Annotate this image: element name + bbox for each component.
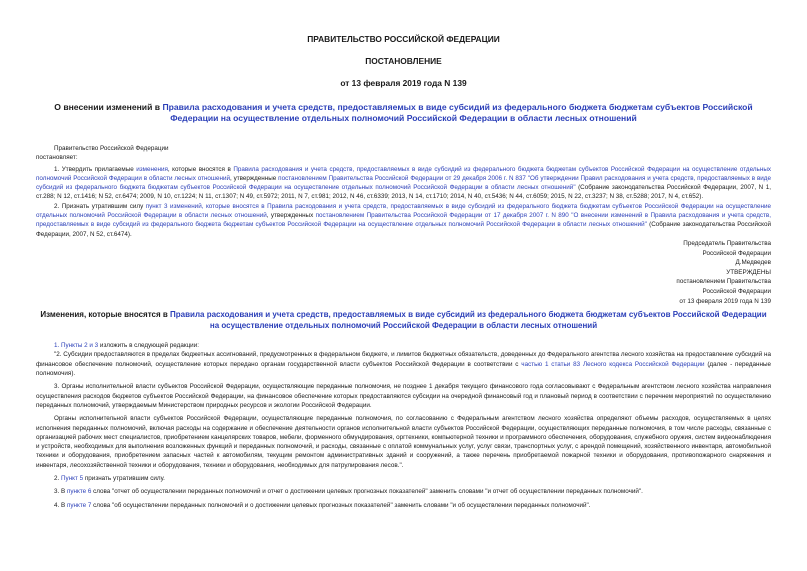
document-title bbox=[36, 102, 771, 124]
changes-title-rules-link[interactable]: Правила расходования и учета средств, предоставляемых в виде субсидий из федерального бюджета бюджетам субъектов Российской Федерации на осуществление отдельных полномочий Российской Федерации в области лесных отношений bbox=[170, 310, 767, 330]
title-rules-link[interactable]: Правила расходования и учета средств, предоставляемых в виде субсидий из федерального бюджета бюджетам субъектов Российской Федерации на осуществление отдельных полномочий Российской Федерации в области лесных отношений bbox=[162, 102, 753, 123]
title-prefix: О внесении изменений в bbox=[54, 102, 163, 112]
p2-text-a: 2. Признать утратившим силу bbox=[54, 202, 146, 210]
signature-role-1: Председатель Правительства bbox=[683, 239, 771, 247]
change-1 bbox=[36, 341, 771, 350]
p1-changes-link[interactable]: изменения bbox=[136, 165, 168, 173]
point-5-link[interactable]: Пункт 5 bbox=[61, 474, 84, 482]
p1-text-d: (Собрание законодательства Российской Федерации, 2007, N 1, ст.288; N 12, ст.1416; N 52, ст.6474; 2009, N 10, ст.1224; N 11, ст.1307; N 49, ст.5972; 2011, N 7, ст.981; 2012, N 46, ст.6339; 2013, N 14, ст.1710; 2014, N 40, ст.5436; N 44, ст.6059; 2015, N 22, ст.3237; N 38, ст.5288; 2017, N 4, ст.652). bbox=[36, 184, 772, 201]
document bbox=[36, 0, 771, 510]
approved-by: постановлением Правительства bbox=[676, 278, 771, 286]
point-7-link[interactable]: пункте 7 bbox=[66, 501, 92, 509]
approved-rf: Российской Федерации bbox=[702, 287, 771, 295]
changes-title bbox=[36, 310, 771, 331]
signature-block bbox=[36, 239, 771, 306]
p1-decree-837-link[interactable]: постановлением Правительства Российской Федерации от 29 декабря 2006 г. N 837 "Об утверждении Правил расходования и учета средств, предоставляемых в виде субсидий из федерального бюджета бюджетам субъектов Российской Федерации на осуществление отдельных полномочий Российской Федерации в области лесных отношений" bbox=[36, 174, 771, 192]
change-1-text: изложить в следующей редакции: bbox=[98, 342, 199, 350]
p1-rules-link[interactable]: Правила расходования и учета средств, предоставляемых в виде субсидий из федерального бюджета бюджетам субъектов Российской Федерации на осуществление отдельных полномочий Российской Федерации в области лесных отношений bbox=[36, 165, 771, 182]
paragraph-1 bbox=[36, 165, 771, 202]
p2-decree-890-link[interactable]: постановлением Правительства Российской Федерации от 17 декабря 2007 г. N 890 "О внесении изменений в Правила расходования и учета средств, предоставляемых в виде субсидий из федерального бюджета бюджетам субъектов Российской Федерации на осуществление отдельных полномочий Российской Федерации в области лесных отношений" bbox=[36, 212, 772, 229]
approved-date: от 13 февраля 2019 года N 139 bbox=[679, 297, 771, 305]
new-point-3-second: Органы исполнительной власти субъектов Российской Федерации, осуществляющие переданные полномочия, по согласованию с Федеральным агентством лесного хозяйства определяют объемы расходов, осуществляемых в целях исполнения переданных полномочий, включая расходы на содержание и обеспечение деятельности органов исполнительной власти субъектов Российской Федерации, осуществляющих переданные полномочия, в том числе расходы, связанные с организацией рабочих мест специалистов, приобретением канцелярских товаров, мебели, форменного обмундирования, оргтехники, компьютерной техники и программного обеспечения, оборудования, служебного оружия, систем видеонаблюдения и устройств, необходимых для выполнения возложенных функций и переданных полномочий, и расходы, связанные с оплатой коммунальных услуг, услуг связи, транспортных услуг, с арендой помещений, хозяйственного инвентаря, автомобильной техники и оборудования, приобретением запасных частей к автомобилям, текущим ремонтом административных зданий и сооружений, а также перечень приобретаемой пожарной техники и оборудования, противопожарного снаряжения и инвентаря, лесохозяйственной техники и оборудования, техники и оборудования, необходимых для патрулирования лесов.". bbox=[36, 415, 771, 469]
change-3-text: слова "отчет об осуществлении переданных полномочий и отчет о достижении целевых прогнозных показателей" заменить словами "и отчет об осуществлении переданных полномочий". bbox=[91, 488, 643, 496]
paragraph-2 bbox=[36, 202, 771, 239]
change-2-num: 2. bbox=[54, 474, 62, 482]
change-2-text: признать утратившим силу. bbox=[83, 474, 165, 482]
change-4-text: слова "об осуществлении переданных полномочий и о достижении целевых прогнозных показателей" заменить словами "и об осуществлении переданных полномочий". bbox=[91, 501, 591, 509]
p2-point3-link[interactable]: пункт 3 изменений, которые вносятся в Правила расходования и учета средств, предоставляемых в виде субсидий из федерального бюджета бюджетам субъектов Российской Федерации на осуществление отдельных полномочий Российской Федерации в области лесных отношений bbox=[36, 202, 771, 220]
new-point-3: 3. Органы исполнительной власти субъектов Российской Федерации, осуществляющие переданные полномочия, не позднее 1 декабря текущего финансового года согласовывают с Федеральным агентством лесного хозяйства направления осуществления расходов бюджетов субъектов Российской Федерации, на финансовое обеспечение которых предоставляются субсидии на очередной финансовый год и плановый период в соответствии с перечнем мероприятий по осуществлению переданных полномочий, утверждаемым Министерством природных ресурсов и экологии Российской Федерации. bbox=[36, 383, 771, 409]
p2-text-c: (Собрание законодательства Российской Федерации, 2007, N 52, ст.6474). bbox=[36, 221, 771, 238]
changes-list bbox=[36, 341, 771, 510]
change-4 bbox=[36, 501, 771, 510]
p2-text-b: , утвержденных bbox=[266, 212, 316, 220]
p1-text-a: 1. Утвердить прилагаемые bbox=[54, 165, 137, 173]
new-point-2-text-b: (далее - переданные полномочия). bbox=[36, 360, 771, 378]
point-6-link[interactable]: пункте 6 bbox=[66, 488, 92, 496]
new-point-2 bbox=[36, 350, 771, 378]
forest-code-link[interactable]: частью 1 статьи 83 Лесного кодекса Российской Федерации bbox=[521, 360, 705, 368]
approved-label: УТВЕРЖДЕНЫ bbox=[726, 268, 771, 276]
change-3 bbox=[36, 487, 771, 496]
change-2 bbox=[36, 474, 771, 483]
intro bbox=[36, 144, 771, 163]
org-heading: ПРАВИТЕЛЬСТВО РОССИЙСКОЙ ФЕДЕРАЦИИ bbox=[307, 34, 500, 44]
signature-role-2: Российской Федерации bbox=[702, 249, 771, 257]
change-4-num: 4. В bbox=[54, 501, 67, 509]
intro-decrees: постановляет: bbox=[36, 154, 78, 162]
changes-title-prefix: Изменения, которые вносятся в bbox=[40, 310, 171, 320]
change-1-points-link[interactable]: 1. Пункты 2 и 3 bbox=[54, 342, 99, 350]
new-point-2-text-a: "2. Субсидии предоставляются в пределах бюджетных ассигнований, предусмотренных в федеральном бюджете, и лимитов бюджетных обязательств, доведенных до Федерального агентства лесного хозяйства на предоставление субсидий на финансовое обеспечение полномочий, осуществление которых передано органам государственной власти субъектов Российской Федерации в соответствии с bbox=[36, 351, 771, 368]
p1-text-b: , которые вносятся в bbox=[167, 165, 234, 173]
intro-government: Правительство Российской Федерации bbox=[54, 145, 169, 152]
date-number-heading: от 13 февраля 2019 года N 139 bbox=[340, 78, 467, 88]
p1-text-c: , утвержденные bbox=[230, 174, 279, 182]
signature-name: Д.Медведев bbox=[735, 259, 771, 267]
doc-type-heading: ПОСТАНОВЛЕНИЕ bbox=[365, 56, 442, 66]
change-3-num: 3. В bbox=[54, 488, 67, 496]
